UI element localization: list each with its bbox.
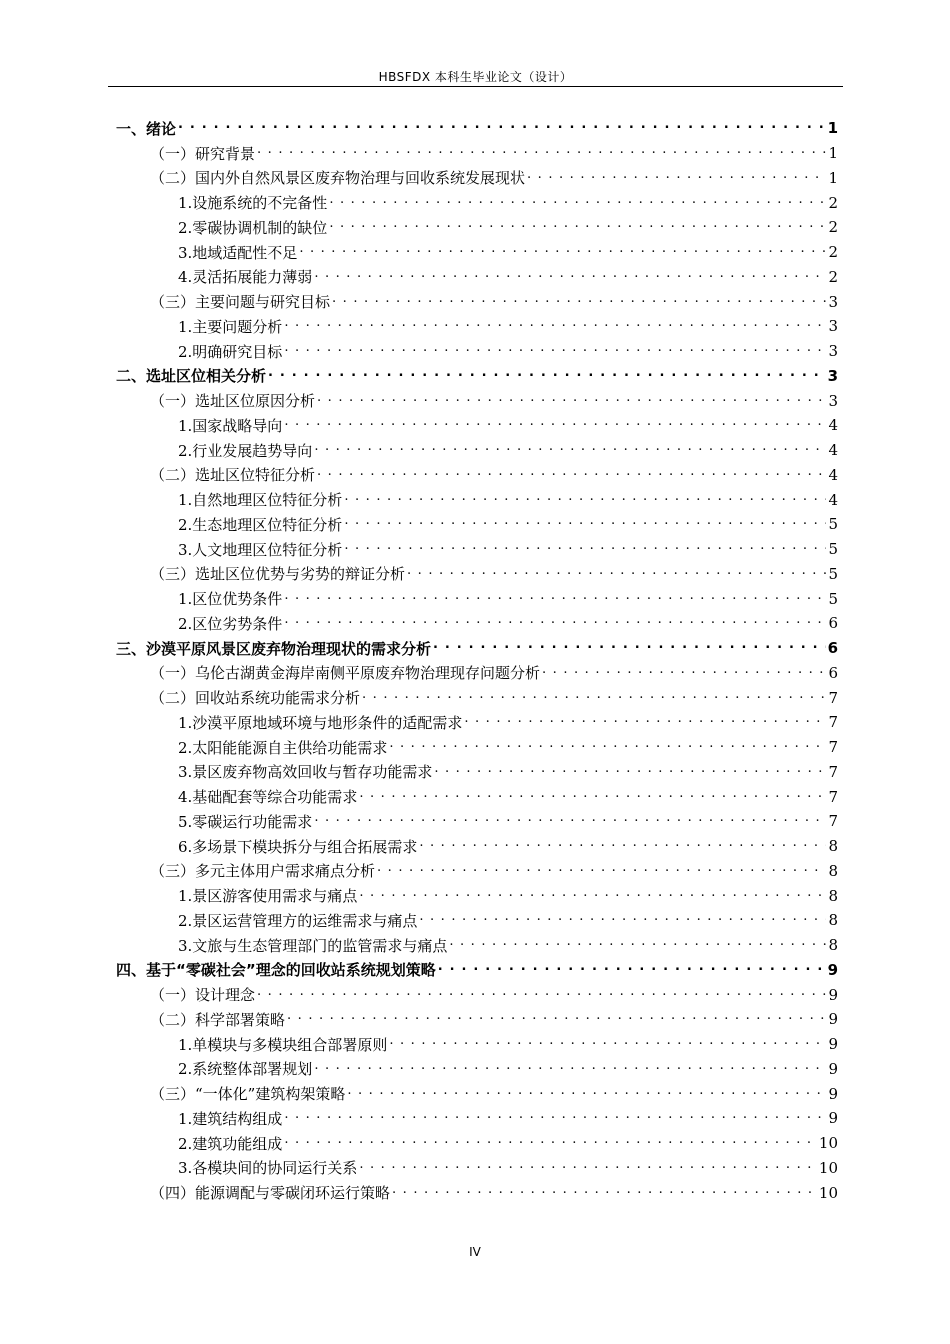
- toc-entry-page: 1: [828, 144, 838, 163]
- toc-entry-title: 1.设施系统的不完备性: [178, 194, 328, 213]
- toc-leader-dots: [359, 1161, 817, 1175]
- toc-entry-title: （二）回收站系统功能需求分析: [150, 689, 361, 708]
- toc-entry[interactable]: [116, 116, 838, 141]
- toc-entry-page: 7: [828, 713, 838, 732]
- page-number: IV: [469, 1245, 481, 1259]
- toc-entry[interactable]: [116, 611, 838, 636]
- toc-leader-dots: [314, 1062, 826, 1076]
- toc-entry-page: 3: [828, 342, 838, 361]
- toc-entry[interactable]: [116, 710, 838, 735]
- toc-leader-dots: [392, 1186, 817, 1200]
- toc-entry[interactable]: [116, 735, 838, 760]
- toc-entry-page: 5: [828, 515, 838, 534]
- toc-entry[interactable]: [116, 1106, 838, 1131]
- toc-entry-title: 2.系统整体部署规划: [178, 1060, 313, 1079]
- toc-entry-title: 3.文旅与生态管理部门的监管需求与痛点: [178, 936, 448, 955]
- toc-entry-page: 9: [828, 1059, 838, 1078]
- toc-entry-page: 3: [828, 391, 838, 410]
- toc-entry-title: 1.建筑结构组成: [178, 1109, 283, 1128]
- toc-leader-dots: [314, 270, 826, 284]
- toc-leader-dots: [284, 1111, 826, 1125]
- toc-entry-title: 2.行业发展趋势导向: [178, 441, 313, 460]
- toc-entry-page: 9: [828, 1109, 838, 1128]
- toc-entry-page: 9: [828, 1035, 838, 1054]
- toc-entry-title: （三）主要问题与研究目标: [150, 293, 331, 312]
- toc-entry-title: （二）国内外自然风景区废弃物治理与回收系统发展现状: [150, 169, 526, 188]
- page-header: HBSFDX 本科生毕业论文（设计）: [378, 70, 573, 84]
- toc-leader-dots: [527, 171, 826, 185]
- toc-leader-dots: [284, 418, 826, 432]
- toc-entry[interactable]: [116, 661, 838, 686]
- toc-entry-title: 四、基于“零碳社会”理念的回收站系统规划策略: [116, 961, 436, 980]
- toc-entry[interactable]: [116, 908, 838, 933]
- toc-leader-dots: [407, 567, 826, 581]
- toc-entry[interactable]: [116, 1057, 838, 1082]
- toc-entry-title: 2.太阳能能源自主供给功能需求: [178, 738, 388, 757]
- toc-leader-dots: [389, 1037, 826, 1051]
- toc-entry[interactable]: [116, 859, 838, 884]
- toc-entry-page: 3: [828, 292, 838, 311]
- toc-leader-dots: [434, 765, 826, 779]
- toc-entry[interactable]: [116, 1180, 838, 1205]
- table-of-contents: [116, 116, 838, 1205]
- toc-leader-dots: [284, 344, 826, 358]
- toc-entry[interactable]: [116, 364, 838, 389]
- toc-entry-page: 4: [828, 416, 838, 435]
- toc-entry[interactable]: [116, 537, 838, 562]
- toc-entry[interactable]: [116, 1032, 838, 1057]
- toc-entry-title: 2.生态地理区位特征分析: [178, 515, 343, 534]
- toc-entry-title: 2.区位劣势条件: [178, 614, 283, 633]
- toc-leader-dots: [268, 369, 826, 383]
- toc-entry-page: 8: [828, 886, 838, 905]
- toc-leader-dots: [344, 493, 826, 507]
- toc-entry-title: （一）设计理念: [150, 986, 256, 1005]
- toc-leader-dots: [314, 443, 826, 457]
- toc-entry[interactable]: [116, 1081, 838, 1106]
- toc-leader-dots: [284, 319, 826, 333]
- toc-entry-page: 4: [828, 465, 838, 484]
- toc-entry[interactable]: [116, 1007, 838, 1032]
- toc-entry-page: 9: [828, 1084, 838, 1103]
- toc-entry-title: 三、沙漠平原风景区废弃物治理现状的需求分析: [116, 639, 432, 658]
- toc-entry-title: 2.建筑功能组成: [178, 1134, 283, 1153]
- toc-entry-title: 二、选址区位相关分析: [116, 367, 267, 386]
- toc-leader-dots: [433, 641, 826, 655]
- toc-leader-dots: [347, 1087, 826, 1101]
- toc-entry-title: （一）研究背景: [150, 144, 256, 163]
- toc-entry-page: 5: [828, 589, 838, 608]
- toc-leader-dots: [332, 295, 826, 309]
- toc-entry-title: 1.区位优势条件: [178, 590, 283, 609]
- toc-leader-dots: [362, 691, 826, 705]
- toc-leader-dots: [284, 616, 826, 630]
- toc-leader-dots: [344, 542, 826, 556]
- toc-entry-page: 5: [828, 564, 838, 583]
- toc-leader-dots: [284, 1136, 817, 1150]
- toc-entry-page: 2: [828, 243, 838, 262]
- toc-entry-page: 1: [827, 119, 838, 138]
- toc-entry[interactable]: [116, 215, 838, 240]
- toc-entry[interactable]: [116, 265, 838, 290]
- toc-entry-page: 10: [818, 1158, 838, 1177]
- toc-entry[interactable]: [116, 438, 838, 463]
- toc-entry-title: 5.零碳运行功能需求: [178, 812, 313, 831]
- toc-entry[interactable]: [116, 388, 838, 413]
- toc-leader-dots: [359, 790, 826, 804]
- toc-entry-title: （一）选址区位原因分析: [150, 392, 316, 411]
- toc-entry-page: 7: [828, 738, 838, 757]
- toc-leader-dots: [449, 938, 826, 952]
- toc-entry[interactable]: [116, 562, 838, 587]
- toc-entry-page: 10: [818, 1134, 838, 1153]
- toc-entry-page: 8: [828, 936, 838, 955]
- toc-entry-page: 10: [818, 1183, 838, 1202]
- toc-entry-title: （三）选址区位优势与劣势的辩证分析: [150, 565, 406, 584]
- toc-entry[interactable]: [116, 1131, 838, 1156]
- toc-entry-title: 1.景区游客使用需求与痛点: [178, 887, 358, 906]
- toc-entry[interactable]: [116, 933, 838, 958]
- toc-entry-page: 2: [828, 218, 838, 237]
- toc-entry[interactable]: [116, 834, 838, 859]
- toc-entry-title: （三）“一体化”建筑构架策略: [150, 1085, 346, 1104]
- toc-entry[interactable]: [116, 487, 838, 512]
- toc-entry[interactable]: [116, 240, 838, 265]
- toc-entry-title: 3.各模块间的协同运行关系: [178, 1159, 358, 1178]
- toc-entry-page: 9: [828, 985, 838, 1004]
- toc-entry-page: 2: [828, 267, 838, 286]
- toc-leader-dots: [344, 517, 826, 531]
- toc-entry-title: 3.地域适配性不足: [178, 243, 298, 262]
- toc-entry-page: 3: [828, 317, 838, 336]
- toc-entry[interactable]: [116, 289, 838, 314]
- toc-leader-dots: [178, 121, 826, 135]
- toc-entry-page: 3: [827, 366, 838, 385]
- toc-entry[interactable]: [116, 166, 838, 191]
- toc-entry-title: 一、绪论: [116, 119, 177, 138]
- toc-entry[interactable]: [116, 982, 838, 1007]
- toc-entry-title: 1.主要问题分析: [178, 317, 283, 336]
- toc-leader-dots: [287, 1012, 826, 1026]
- toc-entry-title: 3.人文地理区位特征分析: [178, 540, 343, 559]
- toc-entry-page: 7: [828, 762, 838, 781]
- toc-entry-page: 9: [828, 1010, 838, 1029]
- toc-entry-page: 6: [828, 663, 838, 682]
- toc-entry-page: 1: [828, 168, 838, 187]
- toc-entry-page: 6: [828, 614, 838, 633]
- toc-entry[interactable]: [116, 586, 838, 611]
- toc-entry[interactable]: [116, 1156, 838, 1181]
- toc-leader-dots: [257, 146, 826, 160]
- header-rule: [108, 86, 843, 87]
- toc-entry-title: （三）多元主体用户需求痛点分析: [150, 862, 376, 881]
- toc-entry-title: 2.零碳协调机制的缺位: [178, 218, 328, 237]
- toc-leader-dots: [317, 468, 826, 482]
- toc-leader-dots: [329, 196, 826, 210]
- toc-entry-page: 8: [828, 911, 838, 930]
- toc-entry-title: 6.多场景下模块拆分与组合拓展需求: [178, 837, 418, 856]
- toc-entry[interactable]: [116, 760, 838, 785]
- toc-leader-dots: [542, 666, 826, 680]
- toc-entry-page: 2: [828, 193, 838, 212]
- toc-entry-page: 4: [828, 441, 838, 460]
- toc-entry[interactable]: [116, 784, 838, 809]
- toc-entry-title: 2.景区运营管理方的运维需求与痛点: [178, 911, 418, 930]
- toc-entry[interactable]: [116, 141, 838, 166]
- toc-entry-title: （二）选址区位特征分析: [150, 466, 316, 485]
- toc-leader-dots: [359, 889, 826, 903]
- toc-entry-title: （一）乌伦古湖黄金海岸南侧平原废弃物治理现存问题分析: [150, 664, 541, 683]
- toc-entry-title: 2.明确研究目标: [178, 342, 283, 361]
- toc-entry-page: 7: [828, 812, 838, 831]
- toc-leader-dots: [257, 988, 826, 1002]
- toc-leader-dots: [317, 394, 826, 408]
- toc-leader-dots: [314, 814, 826, 828]
- toc-entry[interactable]: [116, 883, 838, 908]
- toc-entry[interactable]: [116, 339, 838, 364]
- toc-leader-dots: [438, 963, 826, 977]
- toc-entry[interactable]: [116, 685, 838, 710]
- toc-entry-page: 6: [827, 639, 838, 658]
- toc-leader-dots: [299, 245, 826, 259]
- toc-entry-title: 1.沙漠平原地域环境与地形条件的适配需求: [178, 713, 463, 732]
- toc-entry-page: 9: [827, 960, 838, 979]
- toc-entry-title: （二）科学部署策略: [150, 1010, 286, 1029]
- toc-entry-title: 3.景区废弃物高效回收与暂存功能需求: [178, 763, 433, 782]
- toc-entry-page: 7: [828, 787, 838, 806]
- toc-entry-title: 4.基础配套等综合功能需求: [178, 788, 358, 807]
- toc-entry-page: 8: [828, 861, 838, 880]
- toc-entry-title: 1.自然地理区位特征分析: [178, 491, 343, 510]
- toc-entry-title: 1.国家战略导向: [178, 416, 283, 435]
- toc-entry[interactable]: [116, 958, 838, 983]
- toc-entry[interactable]: [116, 413, 838, 438]
- toc-leader-dots: [284, 592, 826, 606]
- toc-entry-page: 8: [828, 837, 838, 856]
- toc-entry-page: 7: [828, 688, 838, 707]
- toc-entry[interactable]: [116, 190, 838, 215]
- toc-entry-page: 5: [828, 540, 838, 559]
- toc-entry[interactable]: [116, 636, 838, 661]
- toc-leader-dots: [419, 839, 826, 853]
- toc-entry[interactable]: [116, 512, 838, 537]
- toc-entry-title: （四）能源调配与零碳闭环运行策略: [150, 1184, 391, 1203]
- toc-leader-dots: [389, 740, 826, 754]
- toc-leader-dots: [377, 864, 826, 878]
- toc-entry-title: 1.单模块与多模块组合部署原则: [178, 1035, 388, 1054]
- toc-leader-dots: [464, 715, 826, 729]
- toc-entry[interactable]: [116, 314, 838, 339]
- toc-entry-title: 4.灵活拓展能力薄弱: [178, 268, 313, 287]
- toc-entry[interactable]: [116, 463, 838, 488]
- toc-entry[interactable]: [116, 809, 838, 834]
- toc-leader-dots: [329, 220, 826, 234]
- toc-leader-dots: [419, 913, 826, 927]
- toc-entry-page: 4: [828, 490, 838, 509]
